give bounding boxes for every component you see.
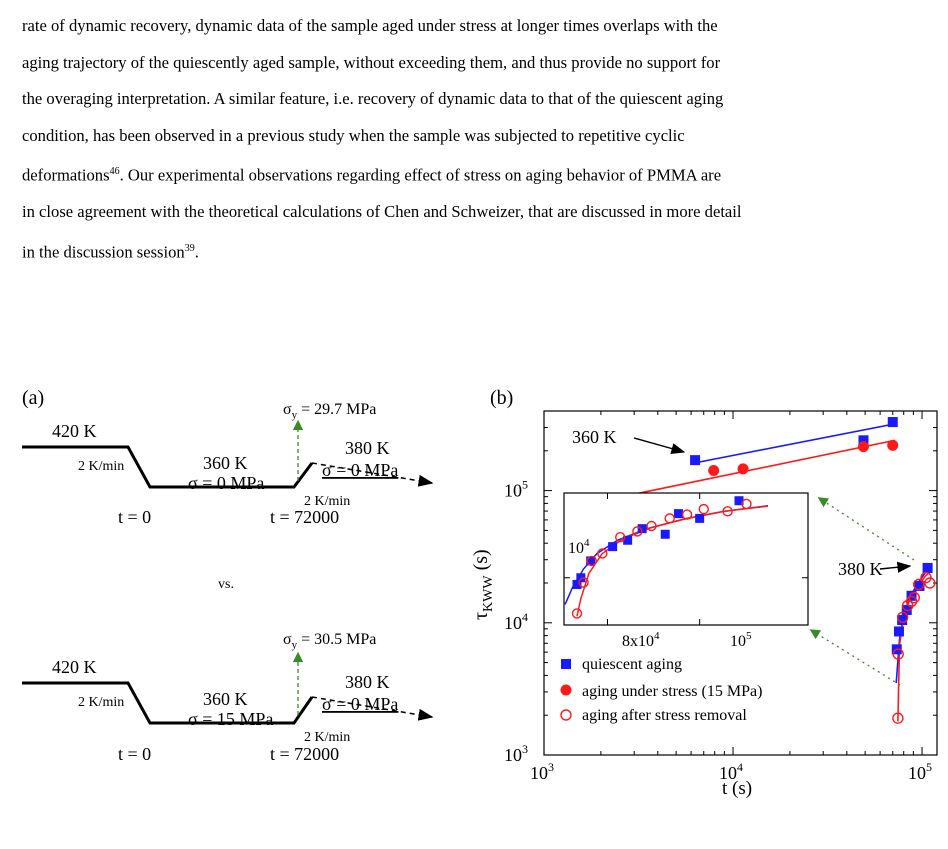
rate-label: 2 K/min: [304, 494, 351, 509]
inset-y-tick-label: $10^4$: [568, 537, 590, 557]
data-point-square: [608, 542, 617, 551]
text-line: condition, has been observed in a previous study when the sample was subjected to repetitive cyclic: [22, 125, 685, 145]
legend-marker-filled-circle: [561, 685, 572, 696]
annotation-arrow: [634, 438, 684, 452]
data-point-filled-circle: [708, 465, 719, 476]
text-line: the overaging interpretation. A similar feature, i.e. recovery of dynamic data to that of the quiescent aging: [22, 89, 724, 108]
rate-label: 2 K/min: [78, 695, 125, 710]
final-stress-label: σ = 0 MPa: [322, 460, 399, 480]
stress-label: σ = 0 MPa: [188, 473, 265, 493]
legend-marker-open-circle: [561, 710, 571, 720]
text-line: aging trajectory of the quiescently aged sample, without exceeding them, and thus provide no support for: [22, 52, 721, 72]
temp-420: 420 K: [52, 421, 97, 441]
annotation-arrow: [880, 566, 910, 569]
panel-b: [470, 387, 937, 799]
inset-frame: [564, 493, 808, 625]
yield-stress-label: $\sigma_y = 29.7$ MPa: [283, 401, 377, 421]
temp-360: 360 K: [203, 453, 248, 473]
data-point-filled-circle: [887, 440, 898, 451]
y-tick-label: $10^5$: [504, 477, 528, 501]
protocol-quiescent: [22, 401, 432, 527]
data-point-filled-circle: [738, 463, 749, 474]
y-tick-label: $10^3$: [504, 742, 528, 765]
temp-420: 420 K: [52, 657, 97, 677]
legend-marker-square: [561, 659, 571, 669]
data-point-square: [888, 417, 898, 427]
text-span: in the discussion session: [22, 242, 185, 262]
panel-a-label: (a): [22, 387, 45, 409]
yield-stress-label: $\sigma_y = 30.5$ MPa: [283, 631, 377, 651]
legend-entry: quiescent aging: [582, 656, 682, 673]
legend-entry: aging under stress (15 MPa): [582, 683, 763, 700]
inset-guide-line: [822, 500, 914, 560]
text-line: in close agreement with the theoretical calculations of Chen and Schweizer, that are discussed in more detail: [22, 202, 742, 222]
data-point-square: [923, 563, 933, 573]
text-line: rate of dynamic recovery, dynamic data of the sample aged under stress at longer times overlaps with the: [22, 16, 718, 35]
versus-label: vs.: [218, 577, 234, 592]
panel-a: [22, 387, 432, 764]
stress-label: σ = 15 MPa: [188, 709, 274, 729]
data-point-square: [661, 530, 670, 539]
text-line: [22, 231, 930, 271]
data-point-square: [894, 626, 904, 636]
time-end: t = 72000: [270, 744, 340, 764]
annotation-360k: 360 K: [572, 427, 617, 447]
figure: [0, 355, 948, 825]
citation-39[interactable]: 39: [184, 242, 195, 254]
y-axis-label: $\tau_{KWW}$ (s): [470, 549, 496, 620]
temperature-profile-line: [22, 447, 312, 487]
body-paragraph: [22, 8, 930, 271]
legend: [561, 656, 763, 724]
rate-label: 2 K/min: [304, 730, 351, 745]
temp-380: 380 K: [345, 672, 390, 692]
temp-360: 360 K: [203, 689, 248, 709]
data-point-square: [690, 455, 700, 465]
final-stress-label: σ = 0 MPa: [322, 694, 399, 714]
citation-46[interactable]: 46: [109, 166, 120, 177]
data-point-filled-circle: [858, 441, 869, 452]
text-span: . Our experimental observations regarding effect of stress on aging behavior of PMMA are: [119, 165, 722, 185]
x-tick-label: $10^5$: [908, 760, 933, 783]
time-end: t = 72000: [270, 507, 340, 527]
time-zero: t = 0: [118, 744, 152, 764]
temp-380: 380 K: [345, 438, 390, 458]
text-span: .: [194, 242, 199, 262]
x-axis-label: t (s): [722, 778, 753, 799]
x-tick-label: $10^3$: [530, 760, 554, 783]
data-point-square: [695, 514, 704, 523]
y-tick-label: $10^4$: [504, 609, 528, 633]
text-line: [22, 154, 930, 194]
time-zero: t = 0: [118, 507, 152, 527]
inset-x-tick-label: $10^5$: [730, 630, 752, 650]
inset-x-tick-label: $8x10^4$: [622, 630, 660, 650]
text-span: deformations: [22, 165, 110, 185]
x-tick-label: $10^4$: [719, 760, 744, 783]
legend-entry: aging after stress removal: [582, 707, 747, 724]
data-point-square: [674, 509, 683, 518]
protocol-under-stress: [22, 631, 432, 764]
panel-b-label: (b): [490, 387, 514, 409]
fit-line: [622, 440, 895, 496]
rate-label: 2 K/min: [78, 459, 125, 474]
annotation-380k: 380 K: [838, 559, 883, 579]
inset-guide-line: [814, 632, 900, 685]
